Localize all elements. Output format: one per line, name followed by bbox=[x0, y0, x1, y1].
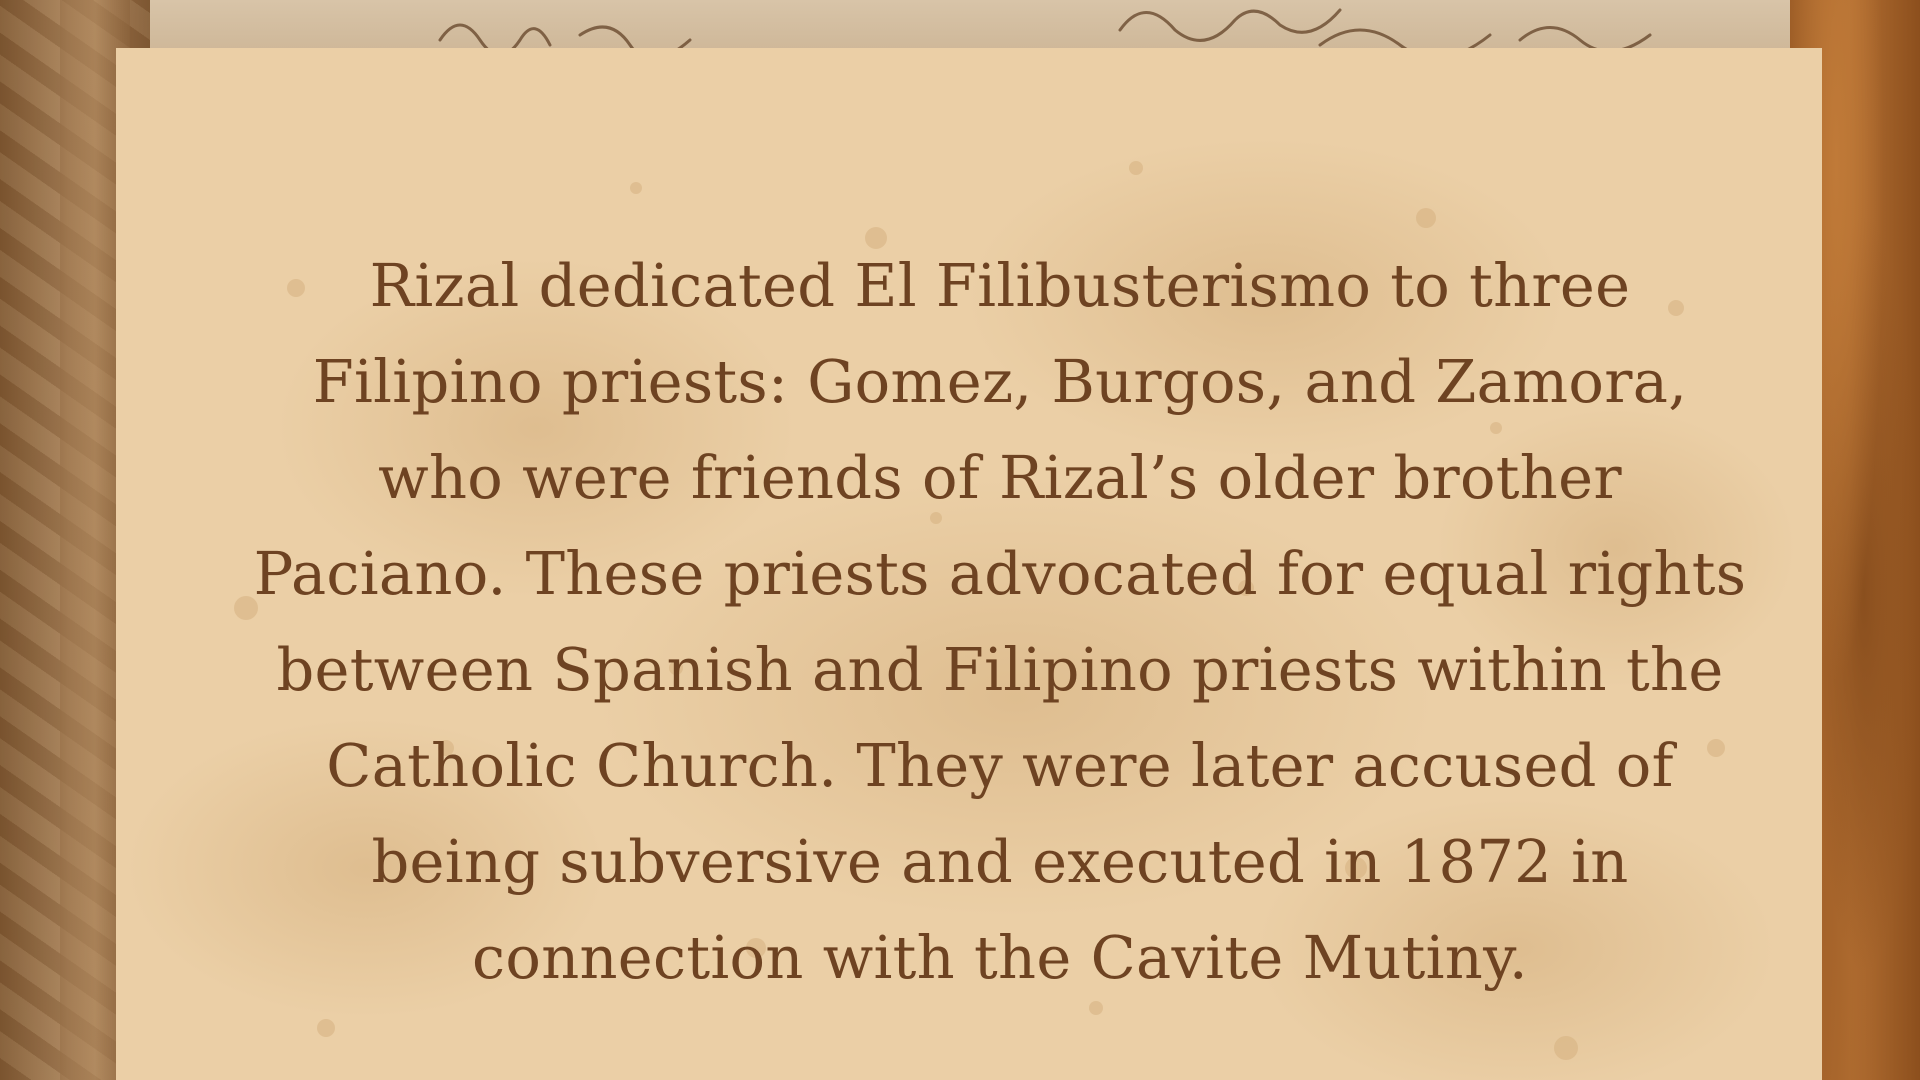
body-paragraph: Rizal dedicated El Filibusterismo to three Filipino priests: Gomez, Burgos, and Zamora, who were friends of Rizal’s older brother Paciano. These priests advocated for equal rights between Spanish and Filipino priests within the Catholic Church. They were later accused of being subversive and executed in 1872 in connection with the Cavite Mutiny. bbox=[253, 251, 1747, 992]
